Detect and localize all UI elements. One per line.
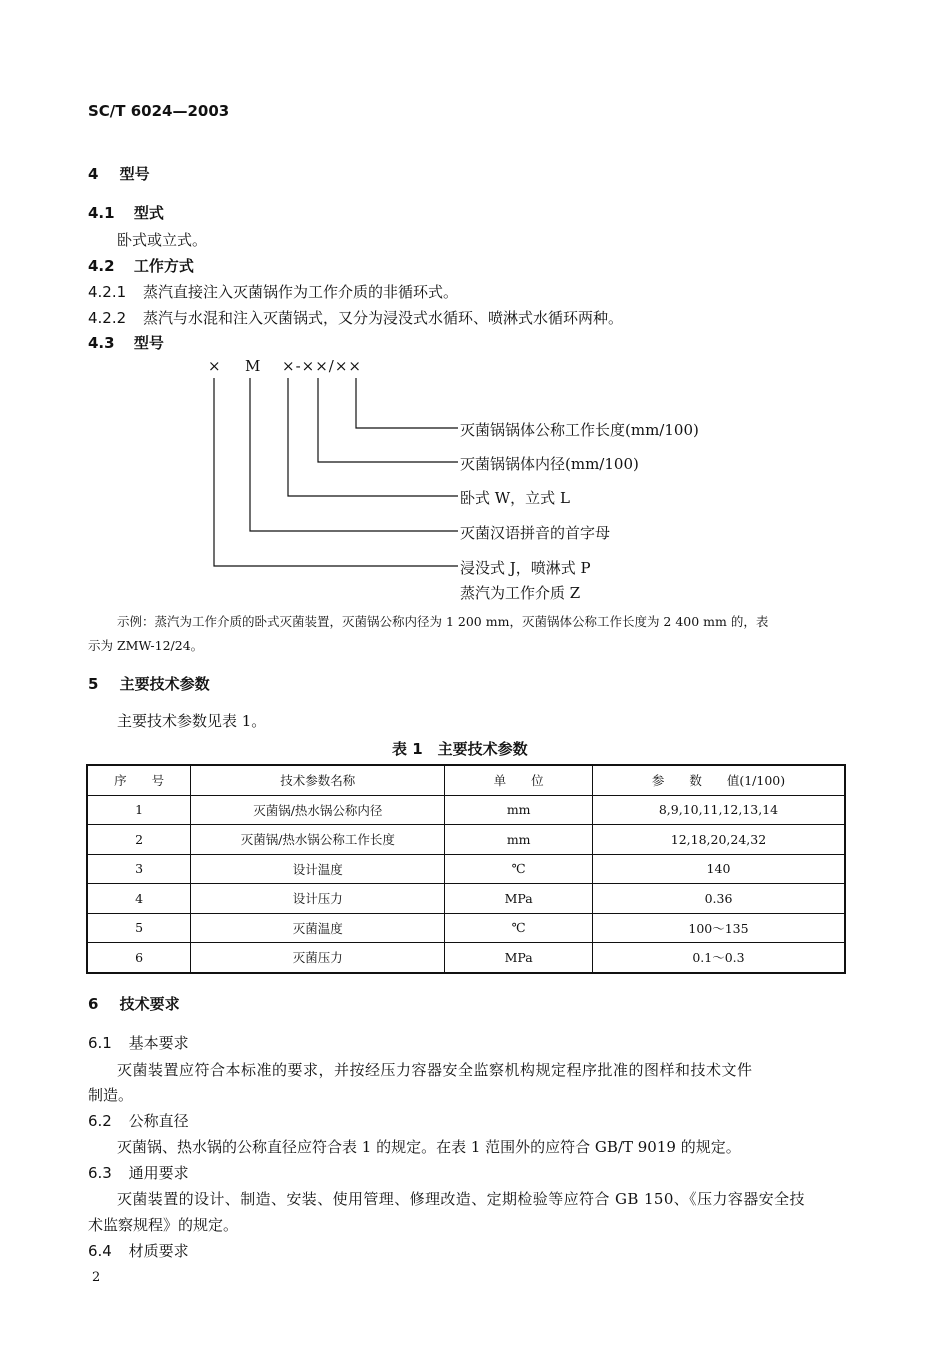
section-number: 6 (88, 995, 99, 1013)
section-6-1-heading (88, 1032, 189, 1053)
section-number: 4.1 (88, 204, 115, 222)
table-cell: 3 (87, 854, 191, 884)
table-cell: 100～135 (592, 913, 845, 943)
header-cell: 技术参数名称 (191, 765, 445, 795)
section-title: 技术要求 (119, 995, 180, 1013)
table-cell: mm (445, 795, 593, 825)
page-number: 2 (92, 1270, 101, 1285)
section-6-3-line-2: 术监察规程》的规定。 (88, 1216, 239, 1234)
table-cell: 2 (87, 825, 191, 855)
section-title: 主要技术参数 (119, 675, 210, 693)
section-5-text: 主要技术参数见表 1。 (117, 712, 267, 730)
section-title: 材质要求 (128, 1242, 189, 1260)
section-number: 4.3 (88, 334, 115, 352)
table-row (87, 913, 845, 943)
example-line-1: 示例：蒸汽为工作介质的卧式灭菌装置，灭菌锅公称内径为 1 200 mm，灭菌锅体公称工作长度为 2 400 mm 的，表 (117, 614, 769, 629)
table-cell: 灭菌压力 (191, 943, 445, 973)
example-line-2: 示为 ZMW-12/24。 (88, 638, 204, 653)
model-symbol-medium: × (208, 357, 221, 375)
section-title: 型式 (133, 204, 164, 222)
table-cell: 140 (592, 854, 845, 884)
table-cell: MPa (445, 943, 593, 973)
section-title: 通用要求 (128, 1164, 189, 1182)
section-number: 4 (88, 165, 99, 183)
parameters-table (86, 764, 846, 974)
section-5-heading (88, 673, 210, 694)
table-cell: 1 (87, 795, 191, 825)
model-symbol-m: M (245, 357, 261, 375)
table-cell: 6 (87, 943, 191, 973)
table-cell: 0.1～0.3 (592, 943, 845, 973)
section-6-2-heading (88, 1110, 189, 1131)
section-title: 型号 (133, 334, 164, 352)
table-cell: 12,18,20,24,32 (592, 825, 845, 855)
connector-m (250, 378, 458, 531)
section-text: 蒸汽与水混和注入灭菌锅式，又分为浸没式水循环、喷淋式水循环两种。 (142, 309, 623, 327)
section-number: 5 (88, 675, 99, 693)
diagram-label-pinyin: 灭菌汉语拼音的首字母 (460, 524, 611, 542)
section-6-3-heading (88, 1162, 189, 1183)
table-cell: ℃ (445, 854, 593, 884)
header-cell: 序 号 (87, 765, 191, 795)
table-cell: 灭菌锅/热水锅公称内径 (191, 795, 445, 825)
diagram-label-medium: 浸没式 J，喷淋式 P (460, 559, 591, 577)
table-row (87, 943, 845, 973)
section-number: 6.3 (88, 1164, 112, 1182)
connector-diameter (318, 378, 458, 462)
table-cell: 设计温度 (191, 854, 445, 884)
table-cell: 设计压力 (191, 884, 445, 914)
section-number: 6.2 (88, 1112, 112, 1130)
table-row (87, 825, 845, 855)
table-cell: 8,9,10,11,12,13,14 (592, 795, 845, 825)
table-cell: 0.36 (592, 884, 845, 914)
section-title: 工作方式 (133, 257, 194, 275)
section-6-1-line-1: 灭菌装置应符合本标准的要求，并按经压力容器安全监察机构规定程序批准的图样和技术文件 (117, 1061, 753, 1079)
section-6-1-line-2: 制造。 (88, 1086, 134, 1104)
section-number: 6.1 (88, 1034, 112, 1052)
table-cell: 灭菌温度 (191, 913, 445, 943)
section-number: 4.2.1 (88, 283, 127, 301)
table-cell: MPa (445, 884, 593, 914)
section-number: 4.2.2 (88, 309, 127, 327)
diagram-label-length: 灭菌锅锅体公称工作长度(mm/100) (460, 421, 699, 439)
section-title: 型号 (119, 165, 150, 183)
diagram-label-steam: 蒸汽为工作介质 Z (460, 584, 581, 602)
section-title: 公称直径 (128, 1112, 189, 1130)
connector-length (356, 378, 458, 428)
table-cell: 4 (87, 884, 191, 914)
section-title: 基本要求 (128, 1034, 189, 1052)
header-cell: 参 数 值(1/100) (592, 765, 845, 795)
document-code: SC/T 6024—2003 (88, 102, 230, 120)
section-4-1-text: 卧式或立式。 (117, 231, 208, 249)
model-symbol-rest: ×-××/×× (282, 357, 362, 375)
table-cell: 灭菌锅/热水锅公称工作长度 (191, 825, 445, 855)
table-header-row (87, 765, 845, 795)
table-row (87, 884, 845, 914)
connector-orientation (288, 378, 458, 496)
section-number: 4.2 (88, 257, 115, 275)
header-cell: 单 位 (445, 765, 593, 795)
diagram-label-orientation: 卧式 W，立式 L (460, 489, 570, 507)
table-cell: 5 (87, 913, 191, 943)
diagram-label-diameter: 灭菌锅锅体内径(mm/100) (460, 455, 639, 473)
section-number: 6.4 (88, 1242, 112, 1260)
section-6-4-heading (88, 1240, 189, 1261)
table-row (87, 795, 845, 825)
table-cell: mm (445, 825, 593, 855)
section-6-2-line-1: 灭菌锅、热水锅的公称直径应符合表 1 的规定。在表 1 范围外的应符合 GB/T 9019 的规定。 (117, 1138, 741, 1156)
section-text: 蒸汽直接注入灭菌锅作为工作介质的非循环式。 (142, 283, 458, 301)
table-cell: ℃ (445, 913, 593, 943)
section-6-heading (88, 993, 180, 1014)
table-caption: 表 1 主要技术参数 (392, 740, 528, 758)
table-row (87, 854, 845, 884)
section-6-3-line-1: 灭菌装置的设计、制造、安装、使用管理、修理改造、定期检验等应符合 GB 150、《压力容器安全技 (117, 1190, 805, 1208)
